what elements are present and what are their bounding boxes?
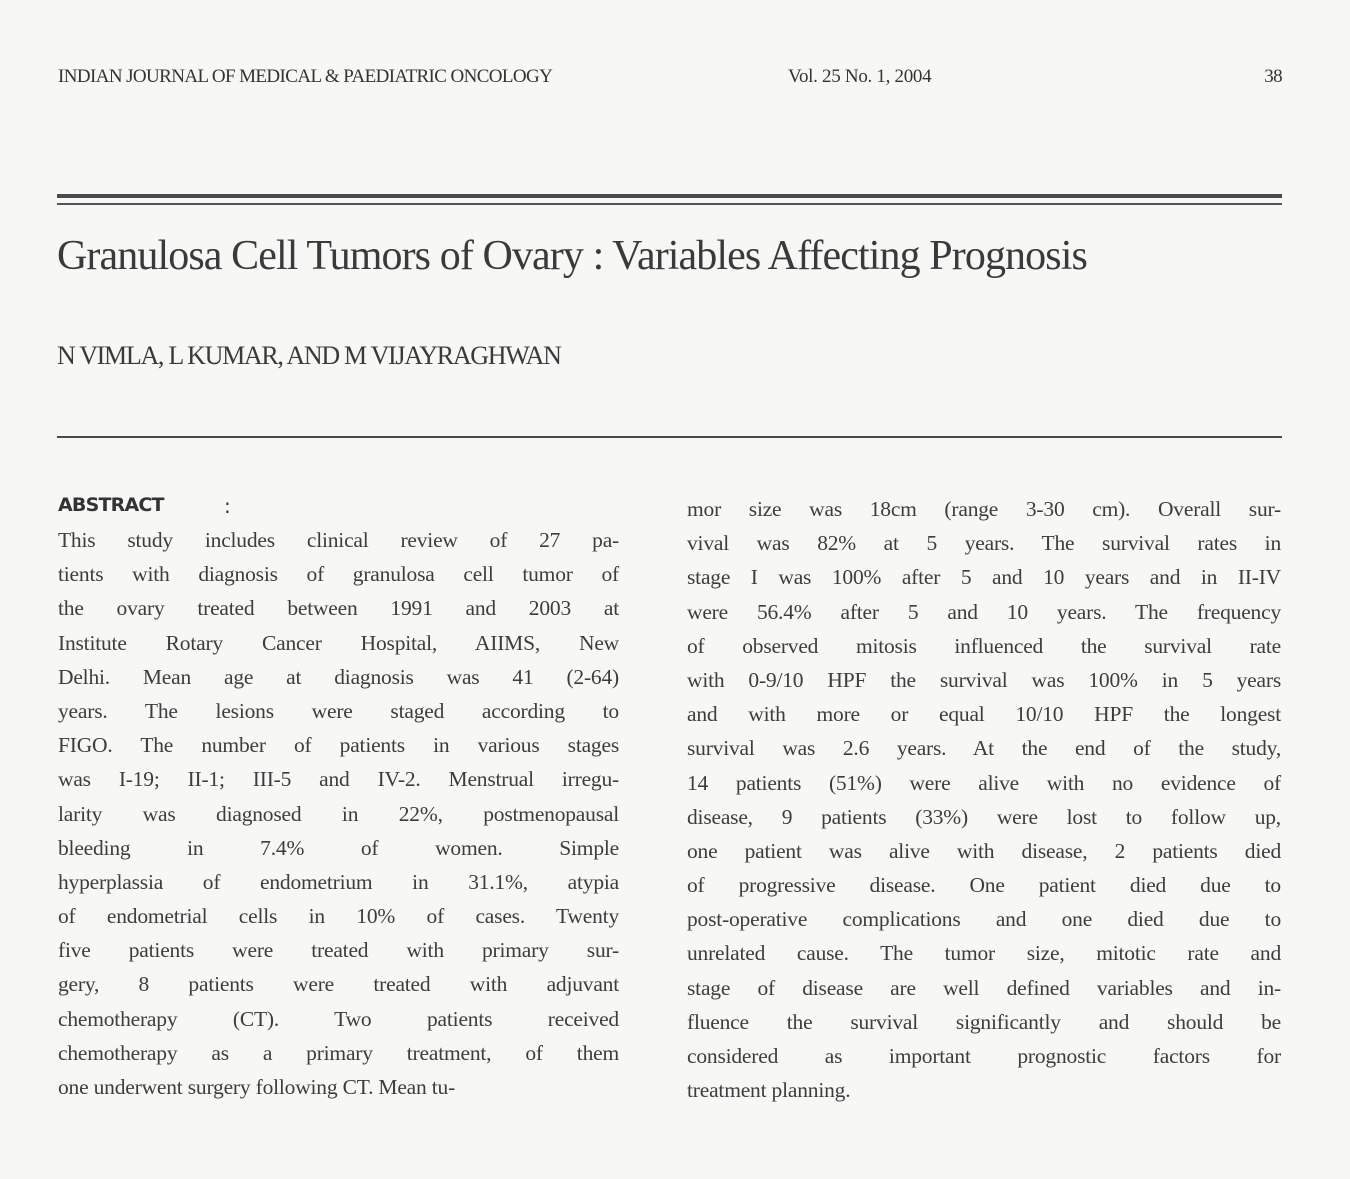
abstract-text-line: post-operative complications and one died due to [687, 907, 1281, 932]
abstract-text-line: survival was 2.6 years. At the end of the study, [687, 736, 1281, 761]
abstract-text-line: This study includes clinical review of 27 pa- [58, 528, 619, 552]
abstract-text-line: 14 patients (51%) were alive with no evidence of [687, 770, 1281, 795]
abstract-text-line: were 56.4% after 5 and 10 years. The frequency [687, 599, 1281, 624]
abstract-text-line: gery, 8 patients were treated with adjuvant [58, 972, 619, 997]
running-header [58, 66, 1282, 94]
abstract-text-line: of observed mitosis influenced the survival rate [687, 633, 1281, 658]
abstract-text-line: years. The lesions were staged according to [58, 698, 619, 723]
article-title: Granulosa Cell Tumors of Ovary : Variables Affecting Prognosis [57, 233, 1087, 279]
abstract-text-line: of progressive disease. One patient died due to [687, 873, 1281, 898]
abstract-text-line: one patient was alive with disease, 2 patients died [687, 838, 1281, 863]
abstract-text-line: FIGO. The number of patients in various stages [58, 733, 619, 758]
abstract-text-line: chemotherapy (CT). Two patients received [58, 1006, 619, 1031]
abstract-text-line: chemotherapy as a primary treatment, of them [58, 1040, 619, 1065]
abstract-text-line: Institute Rotary Cancer Hospital, AIIMS, New [58, 630, 619, 655]
abstract-text-line: larity was diagnosed in 22%, postmenopausal [58, 801, 619, 826]
abstract-text-line: Delhi. Mean age at diagnosis was 41 (2-64) [58, 664, 619, 689]
journal-name: INDIAN JOURNAL OF MEDICAL & PAEDIATRIC ONCOLOGY [58, 66, 553, 87]
abstract-text-line: considered as important prognostic factors for [687, 1044, 1281, 1068]
title-rule-bottom [57, 203, 1282, 205]
abstract-left-column [58, 523, 619, 1104]
abstract-text-line: hyperplassia of endometrium in 31.1%, atypia [58, 869, 619, 894]
abstract-text-line: vival was 82% at 5 years. The survival rates in [687, 531, 1281, 556]
abstract-text-line: of endometrial cells in 10% of cases. Twenty [58, 904, 619, 929]
title-rule-top [57, 194, 1282, 198]
abstract-text-line: the ovary treated between 1991 and 2003 at [58, 596, 619, 621]
abstract-colon: : [224, 494, 231, 518]
abstract-text-line: was I-19; II-1; III-5 and IV-2. Menstrual irregu- [58, 767, 619, 792]
abstract-text-line: five patients were treated with primary sur- [58, 938, 619, 963]
abstract-text-line: unrelated cause. The tumor size, mitotic rate and [687, 941, 1281, 966]
abstract-text-line: bleeding in 7.4% of women. Simple [58, 835, 619, 860]
abstract-text-line: disease, 9 patients (33%) were lost to follow up, [687, 804, 1281, 829]
abstract-text-line: tients with diagnosis of granulosa cell tumor of [58, 562, 619, 587]
abstract-heading: ABSTRACT [58, 494, 164, 516]
abstract-text-line: mor size was 18cm (range 3-30 cm). Overall sur- [687, 497, 1281, 521]
abstract-text-line: with 0-9/10 HPF the survival was 100% in 5 years [687, 667, 1281, 692]
volume-issue: Vol. 25 No. 1, 2004 [788, 66, 932, 87]
article-authors: N VIMLA, L KUMAR, AND M VIJAYRAGHWAN [57, 341, 561, 370]
authors-divider [57, 436, 1282, 438]
abstract-text-line: treatment planning. [687, 1078, 851, 1103]
page-number: 38 [1264, 66, 1282, 87]
abstract-text-line: stage I was 100% after 5 and 10 years and in II-IV [687, 565, 1281, 590]
abstract-text-line: and with more or equal 10/10 HPF the longest [687, 702, 1281, 727]
abstract-right-column [687, 492, 1281, 1107]
abstract-text-line: stage of disease are well defined variables and in- [687, 975, 1281, 1000]
abstract-text-line: fluence the survival significantly and should be [687, 1009, 1281, 1034]
abstract-text-line: one underwent surgery following CT. Mean tu- [58, 1075, 456, 1099]
